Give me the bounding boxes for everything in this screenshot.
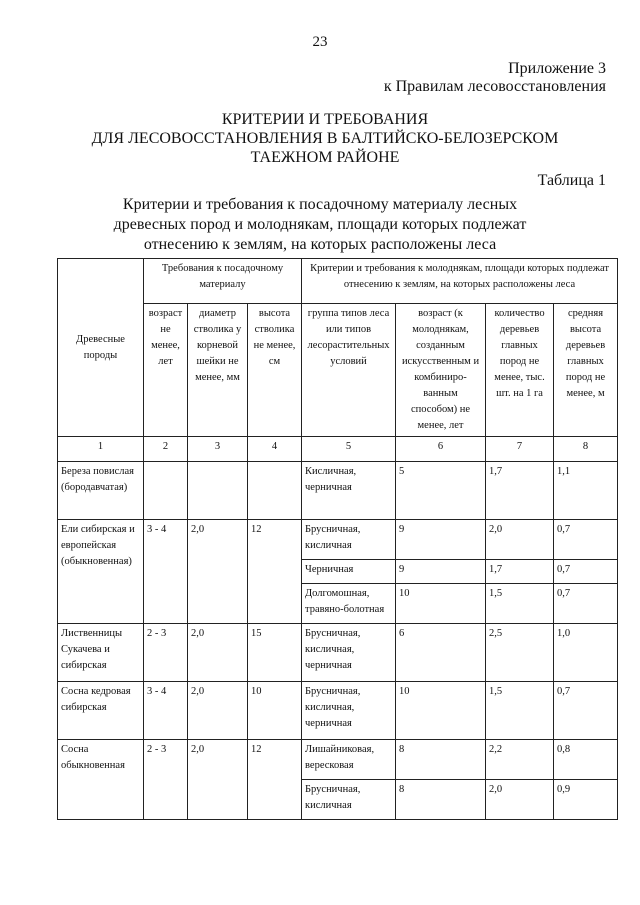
diameter-cell: 2,0 <box>188 682 248 740</box>
avg-height-cell: 1,1 <box>554 462 618 520</box>
species-cell: Береза повислая (бородавчатая) <box>58 462 144 520</box>
table-title-line-3: отнесению к землям, на которых расположены леса <box>143 236 497 253</box>
table-header-row <box>58 259 618 304</box>
col-number: 1 <box>58 437 144 462</box>
forest-type-cell: Брусничная, кисличная <box>302 520 396 560</box>
table-row <box>58 624 618 682</box>
forest-type-cell: Черничная <box>302 560 396 584</box>
appendix-line: Приложение 3 <box>508 60 606 77</box>
tree-count-cell: 1,5 <box>486 584 554 624</box>
col-number: 3 <box>188 437 248 462</box>
forest-type-cell: Брусничная, кисличная, черничная <box>302 682 396 740</box>
avg-height-cell: 0,7 <box>554 584 618 624</box>
avg-height-cell: 1,0 <box>554 624 618 682</box>
diameter-cell: 2,0 <box>188 740 248 820</box>
forest-type-cell: Лишайниковая, вересковая <box>302 740 396 780</box>
diameter-cell: 2,0 <box>188 520 248 624</box>
col-number: 2 <box>144 437 188 462</box>
table-row <box>58 682 618 740</box>
young-age-cell: 9 <box>396 520 486 560</box>
table-label: Таблица 1 <box>537 172 606 189</box>
col-number: 5 <box>302 437 396 462</box>
tree-count-cell: 2,5 <box>486 624 554 682</box>
species-cell: Сосна обыкновенная <box>58 740 144 820</box>
tree-count-cell: 1,7 <box>486 560 554 584</box>
title-line-2: ДЛЯ ЛЕСОВОССТАНОВЛЕНИЯ В БАЛТИЙСКО-БЕЛОЗЕРСКОМ <box>91 130 559 147</box>
height-cell <box>248 462 302 520</box>
header-age: возраст не менее, лет <box>144 304 188 437</box>
forest-type-cell: Брусничная, кисличная, черничная <box>302 624 396 682</box>
young-age-cell: 9 <box>396 560 486 584</box>
young-age-cell: 8 <box>396 740 486 780</box>
young-age-cell: 6 <box>396 624 486 682</box>
avg-height-cell: 0,9 <box>554 780 618 820</box>
header-height: высота стволика не менее, см <box>248 304 302 437</box>
table-row <box>58 462 618 520</box>
young-age-cell: 8 <box>396 780 486 820</box>
height-cell: 12 <box>248 740 302 820</box>
tree-count-cell: 2,0 <box>486 780 554 820</box>
young-age-cell: 10 <box>396 584 486 624</box>
diameter-cell: 2,0 <box>188 624 248 682</box>
young-age-cell: 5 <box>396 462 486 520</box>
height-cell: 10 <box>248 682 302 740</box>
criteria-table <box>57 258 618 820</box>
header-avg-height: средняя высота деревьев главных пород не менее, м <box>554 304 618 437</box>
header-species: Древесные породы <box>58 259 144 437</box>
table-title-line-2: древесных пород и молоднякам, площади которых подлежат <box>113 216 527 233</box>
avg-height-cell: 0,7 <box>554 560 618 584</box>
header-diameter: диаметр стволика у корневой шейки не менее, мм <box>188 304 248 437</box>
col-number: 6 <box>396 437 486 462</box>
age-cell: 3 - 4 <box>144 520 188 624</box>
age-cell: 3 - 4 <box>144 682 188 740</box>
header-tree-count: количество деревьев главных пород не менее, тыс. шт. на 1 га <box>486 304 554 437</box>
table-row <box>58 520 618 560</box>
forest-type-cell: Кисличная, черничная <box>302 462 396 520</box>
species-cell: Сосна кедровая сибирская <box>58 682 144 740</box>
header-forest-type: группа типов леса или типов лесорастительных условий <box>302 304 396 437</box>
col-number: 8 <box>554 437 618 462</box>
forest-type-cell: Брусничная, кисличная <box>302 780 396 820</box>
young-age-cell: 10 <box>396 682 486 740</box>
appendix-reference <box>384 60 606 96</box>
col-number: 7 <box>486 437 554 462</box>
avg-height-cell: 0,7 <box>554 520 618 560</box>
title-line-3: ТАЕЖНОМ РАЙОНЕ <box>250 149 400 166</box>
avg-height-cell: 0,8 <box>554 740 618 780</box>
document-title <box>60 110 590 167</box>
age-cell: 2 - 3 <box>144 740 188 820</box>
title-line-1: КРИТЕРИИ И ТРЕБОВАНИЯ <box>221 111 429 128</box>
forest-type-cell: Долгомошная, травяно-болотная <box>302 584 396 624</box>
tree-count-cell: 1,5 <box>486 682 554 740</box>
header-young-age: возраст (к молоднякам, созданным искусственным и комбиниро-ванным способом) не менее, лет <box>396 304 486 437</box>
col-number: 4 <box>248 437 302 462</box>
height-cell: 12 <box>248 520 302 624</box>
column-number-row <box>58 437 618 462</box>
age-cell: 2 - 3 <box>144 624 188 682</box>
table-title-line-1: Критерии и требования к посадочному материалу лесных <box>122 196 518 213</box>
height-cell: 15 <box>248 624 302 682</box>
tree-count-cell: 1,7 <box>486 462 554 520</box>
table-title <box>80 195 560 255</box>
diameter-cell <box>188 462 248 520</box>
species-cell: Лиственницы Сукачева и сибирская <box>58 624 144 682</box>
tree-count-cell: 2,0 <box>486 520 554 560</box>
avg-height-cell: 0,7 <box>554 682 618 740</box>
header-young-stands: Критерии и требования к молоднякам, площади которых подлежат отнесению к землям, на которых расположены леса <box>302 259 618 304</box>
header-planting-material: Требования к посадочному материалу <box>144 259 302 304</box>
tree-count-cell: 2,2 <box>486 740 554 780</box>
page-number: 23 <box>312 34 328 50</box>
age-cell <box>144 462 188 520</box>
appendix-subline: к Правилам лесовосстановления <box>383 78 606 95</box>
species-cell: Ели сибирская и европейская (обыкновенная) <box>58 520 144 624</box>
table-row <box>58 740 618 780</box>
